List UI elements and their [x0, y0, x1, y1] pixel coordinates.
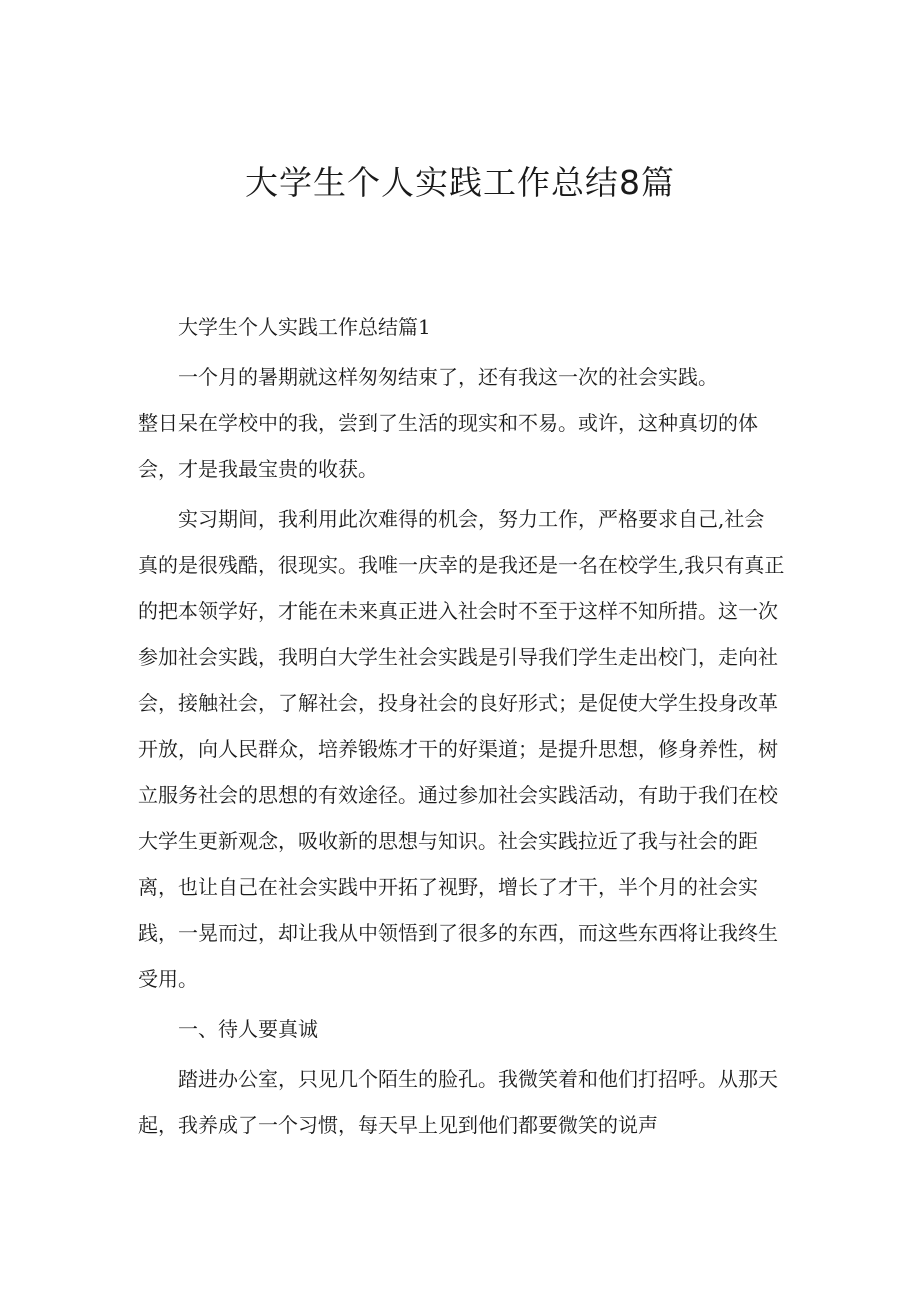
section-title: 大学生个人实践工作总结篇1: [178, 315, 431, 339]
paragraph-2: 实习期间，我利用此次难得的机会，努力工作，严格要求自己,社会 真的是很残酷，很现实。我唯一庆幸的是我还是一名在校学生,我只有真正 的把本领学好，才能在未来真正进入社会时不至于这样不知所措。这一次 参加社会实践，我明白大学生社会实践是引导我们学生走出校门，走向社 会，接触社会，了解社会，投身社会的良好形式；是促使大学生投身改革 开放，向人民群众，培养锻炼才干的好渠道；是提升思想，修身养性，树 立服务社会的思想的有效途径。通过参加社会实践活动，有助于我们在校 大学生更新观念，吸收新的思想与知识。社会实践拉近了我与社会的距 离，也让自己在社会实践中开拓了视野，增长了才干，半个月的社会实 践，一晃而过，却让我从中领悟到了很多的东西，而这些东西将让我终生 受用。: [138, 507, 785, 991]
document-title: 大学生个人实践工作总结8篇: [245, 163, 675, 202]
paragraph-3: 踏进办公室，只见几个陌生的脸孔。我微笑着和他们打招呼。从那天 起，我养成了一个习惯，每天早上见到他们都要微笑的说声: [138, 1067, 778, 1137]
subheading-sincerity: 一、待人要真诚: [178, 1017, 318, 1041]
paragraph-1: 一个月的暑期就这样匆匆结束了，还有我这一次的社会实践。 整日呆在学校中的我，尝到了生活的现实和不易。或许，这种真切的体 会，才是我最宝贵的收获。: [138, 365, 758, 481]
document-body: [138, 304, 788, 1152]
